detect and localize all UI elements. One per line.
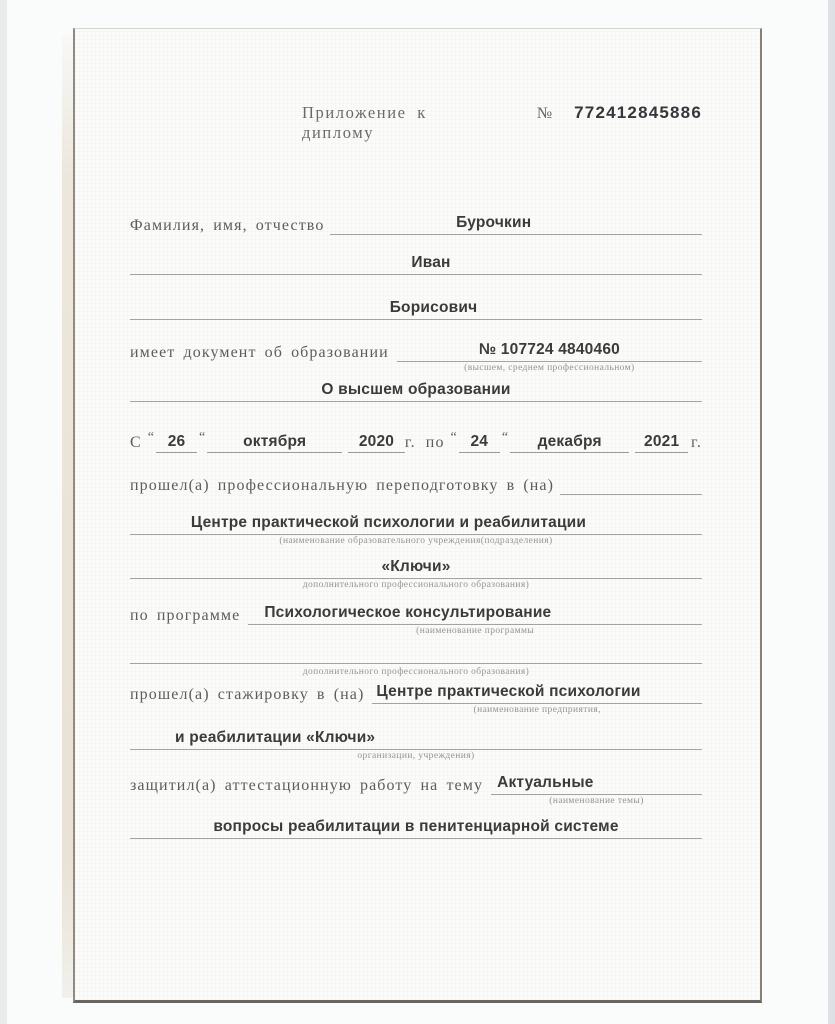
program-hint2: дополнительного профессионального образования) <box>302 667 530 677</box>
diploma-supplement-page <box>73 28 762 1003</box>
education-doc-hint: (высшем, среднем профессиональном) <box>464 363 635 373</box>
thesis-value-line2: вопросы реабилитации в пенитенциарной системе <box>213 818 619 835</box>
internship-value-line2: и реабилитации «Ключи» <box>175 729 376 746</box>
end-year: 2021 <box>635 432 688 453</box>
scan-background-right <box>828 0 835 1024</box>
education-doc-row <box>130 341 702 373</box>
close-quote: “ <box>199 430 206 445</box>
name-field-row <box>130 214 702 235</box>
study-period-row <box>130 431 702 453</box>
retraining-org-underline-1 <box>130 509 702 546</box>
open-quote: “ <box>147 430 154 445</box>
program-underline <box>248 604 702 636</box>
retraining-org-line1: Центре практической психологии и реабилитации <box>190 514 587 531</box>
diploma-number: 772412845886 <box>574 103 702 122</box>
retraining-label: прошел(а) профессиональную переподготовку в (на) <box>130 477 555 494</box>
retraining-hint2: дополнительного профессионального образования) <box>302 580 530 590</box>
document-header <box>130 103 702 143</box>
period-middle: по <box>425 434 445 451</box>
open-quote-2: “ <box>450 430 457 445</box>
education-doc-label: имеет документ об образовании <box>130 344 389 361</box>
education-doc-number: № 107724 4840460 <box>478 341 620 358</box>
name-label: Фамилия, имя, отчество <box>130 217 325 234</box>
internship-hint2: организации, учреждения) <box>357 751 475 761</box>
end-year-suffix: г. <box>691 434 702 451</box>
patronymic-value: Борисович <box>389 299 478 316</box>
program-value: Психологическое консультирование <box>264 604 552 621</box>
start-day: 26 <box>156 432 197 453</box>
retraining-underline <box>560 479 702 495</box>
thesis-hint: (наименование темы) <box>549 796 644 806</box>
internship-underline-1 <box>372 683 702 715</box>
thesis-label: защитил(а) аттестационную работу на тему <box>130 777 484 794</box>
program-empty-underline <box>130 649 702 664</box>
start-year: 2020 <box>348 432 405 453</box>
surname-underline <box>330 214 702 235</box>
program-hint1: (наименование программы <box>416 626 535 636</box>
thesis-underline-1 <box>491 774 702 806</box>
internship-label: прошел(а) стажировку в (на) <box>130 686 365 703</box>
program-row <box>130 604 702 636</box>
page-edge-shadow <box>62 36 73 998</box>
scan-background-left <box>0 0 7 1024</box>
thesis-value-line1: Актуальные <box>497 774 594 791</box>
header-title: Приложение к диплому <box>302 103 427 142</box>
end-month: декабря <box>510 432 629 453</box>
thesis-row <box>130 774 702 806</box>
firstname-underline <box>130 251 702 275</box>
thesis-underline-2 <box>130 815 702 839</box>
internship-hint1: (наименование предприятия, <box>473 705 601 715</box>
period-prefix: С <box>130 434 142 451</box>
retraining-org-line2: «Ключи» <box>381 558 451 575</box>
retraining-row <box>130 479 702 495</box>
education-type-value: О высшем образовании <box>321 381 511 398</box>
start-year-suffix: г. <box>404 434 416 451</box>
retraining-hint1: (наименование образовательного учреждения(подразделения) <box>279 536 553 546</box>
start-month: октября <box>207 432 342 453</box>
internship-row <box>130 683 702 715</box>
patronymic-underline <box>130 294 702 320</box>
retraining-org-underline-2 <box>130 555 702 590</box>
program-label: по программе <box>130 607 241 624</box>
close-quote-2: “ <box>501 430 509 445</box>
internship-underline-2 <box>130 726 702 761</box>
firstname-value: Иван <box>411 254 451 271</box>
education-doc-underline <box>397 341 702 373</box>
education-type-underline <box>130 383 702 402</box>
internship-value-line1: Центре практической психологии <box>376 683 641 700</box>
surname-value: Бурочкин <box>456 214 532 231</box>
number-sign: № <box>536 105 553 122</box>
end-day: 24 <box>459 432 500 453</box>
